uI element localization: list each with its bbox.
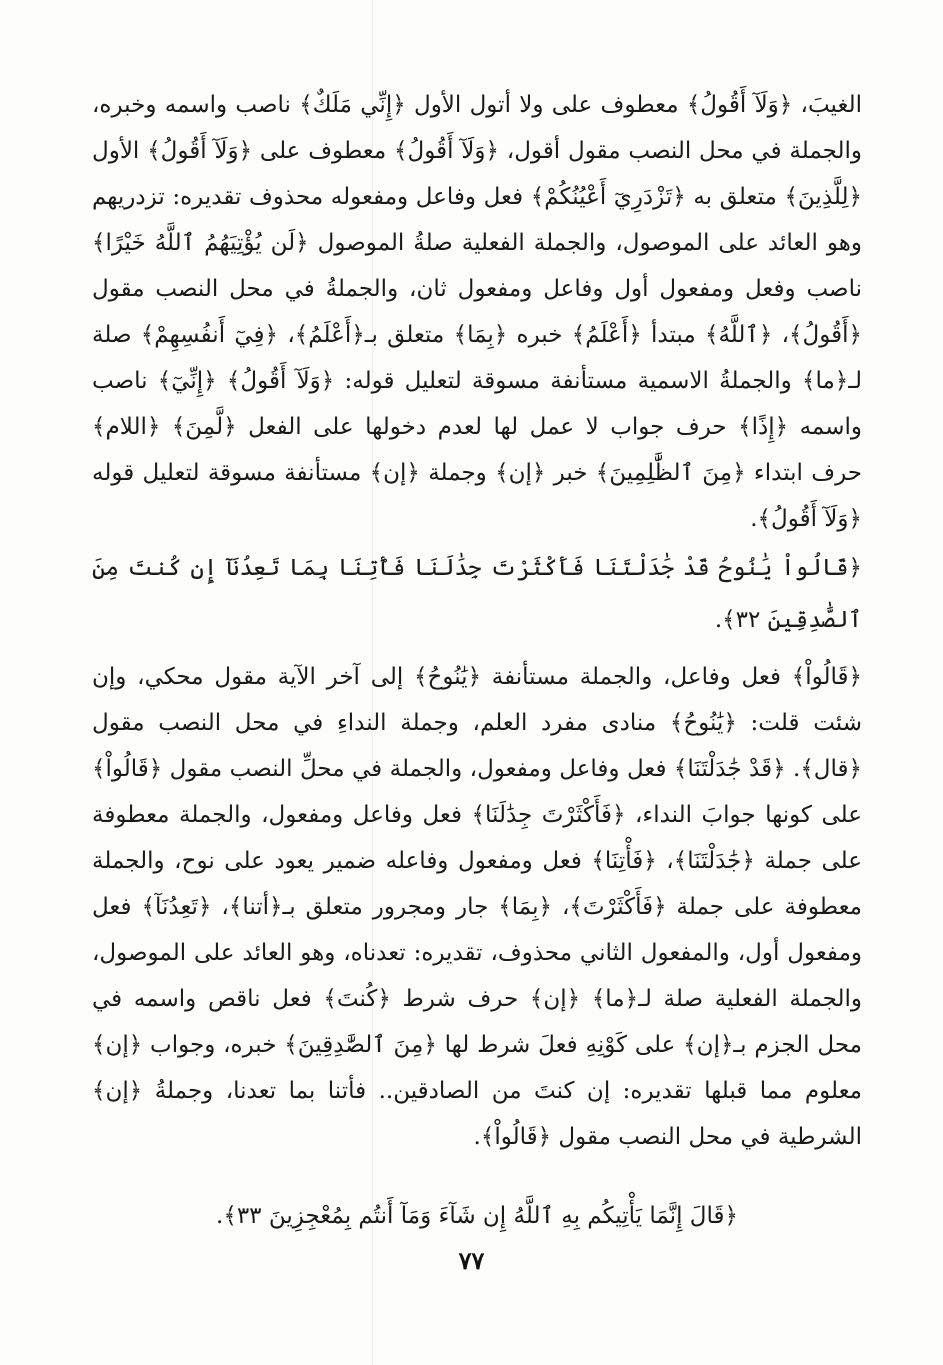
quran-verse-33 bbox=[92, 1190, 862, 1242]
verse-33-text: ﴿قَالَ إِنَّمَا يَأْتِيكُم بِهِ ٱللَّهُ إِن شَآءَ وَمَآ أَنتُم بِمُعْجِزِينَ ٣٣﴾. bbox=[216, 1203, 738, 1229]
commentary-block-1 bbox=[92, 82, 862, 542]
page-number: ٧٧ bbox=[458, 1246, 485, 1275]
verse-32-text: ﴿قَالُواْ يَٰنُوحُ قَدْ جَٰدَلْتَنَا فَأَكْثَرْتَ جِدَٰلَنَا فَأْتِنَا بِمَا تَعِدُنَآ إِن كُنتَ مِنَ ٱلصَّٰدِقِينَ ٣٢﴾. bbox=[92, 555, 862, 633]
commentary-block-2 bbox=[92, 654, 862, 1160]
quran-verse-32 bbox=[92, 542, 862, 646]
commentary-paragraph-2: ﴿قَالُواْ﴾ فعل وفاعل، والجملة مستأنفة ﴿يَٰنُوحُ﴾ إلى آخر الآية مقول محكي، وإن شئت قلت: ﴿يَٰنُوحُ﴾ منادى مفرد العلم، وجملة النداءِ في محل النصب مقول ﴿قال﴾. ﴿قَدْ جَٰدَلْتَنَا﴾ فعل وفاعل ومفعول، والجملة في محلِّ النصب مقول ﴿قَالُواْ﴾ على كونها جوابَ النداء، ﴿فَأَكْثَرْتَ جِدَٰلَنَا﴾ فعل وفاعل ومفعول، والجملة معطوفة على جملة ﴿جَٰدَلْتَنَا﴾، ﴿فَأْتِنَا﴾ فعل ومفعول وفاعله ضمير يعود على نوح، والجملة معطوفة على جملة ﴿فَأَكْثَرْتَ﴾، ﴿بِمَا﴾ جار ومجرور متعلق بـ﴿أتنا﴾، ﴿تَعِدُنَآ﴾ فعل ومفعول أول، والمفعول الثاني محذوف، تقديره: تعدناه، وهو العائد على الموصول، والجملة الفعلية صلة لـ﴿ما﴾ ﴿إن﴾ حرف شرط ﴿كُنتَ﴾ فعل ناقص واسمه في محل الجزم بـ﴿إن﴾ على كَوْنِهِ فعلَ شرط لها ﴿مِنَ ٱلصَّٰدِقِينَ﴾ خبره، وجواب ﴿إن﴾ معلوم مما قبلها تقديره: إن كنتَ من الصادقين.. فأتنا بما تعدنا، وجملةُ ﴿إن﴾ الشرطية في محل النصب مقول ﴿قَالُواْ﴾. bbox=[92, 664, 862, 1150]
commentary-paragraph-1: الغيبَ، ﴿وَلَآ أَقُولُ﴾ معطوف على ولا أتول الأول ﴿إِنِّي مَلَكٌ﴾ ناصب واسمه وخبره، والجملة في محل النصب مقول أقول، ﴿وَلَآ أَقُولُ﴾ معطوف على ﴿وَلَآ أَقُولُ﴾ الأول ﴿لِلَّذِينَ﴾ متعلق به ﴿تَزْدَرِيٓ أَعْيُنُكُمْ﴾ فعل وفاعل ومفعوله محذوف تقديره: تزدريهم وهو العائد على الموصول، والجملة الفعلية صلةُ الموصول ﴿لَن يُؤْتِيَهُمُ ٱللَّهُ خَيْرًا﴾ ناصب وفعل ومفعول أول وفاعل ومفعول ثان، والجملةُ في محل النصب مقول ﴿أَقُولُ﴾، ﴿ٱللَّهُ﴾ مبتدأ ﴿أَعْلَمُ﴾ خبره ﴿بِمَا﴾ متعلق بـ﴿أَعْلَمُ﴾، ﴿فِيٓ أَنفُسِهِمْ﴾ صلة لـ﴿ما﴾ والجملةُ الاسمية مستأنفة مسوقة لتعليل قوله: ﴿وَلَآ أَقُولُ﴾ ﴿إِنِّيٓ﴾ ناصب واسمه ﴿إِذًا﴾ حرف جواب لا عمل لها لعدم دخولها على الفعل ﴿لَّمِنَ﴾ ﴿اللام﴾ حرف ابتداء ﴿مِنَ ٱلظَّٰلِمِينَ﴾ خبر ﴿إن﴾ وجملة ﴿إن﴾ مستأنفة مسوقة لتعليل قوله ﴿وَلَآ أَقُولُ﴾. bbox=[92, 92, 862, 532]
